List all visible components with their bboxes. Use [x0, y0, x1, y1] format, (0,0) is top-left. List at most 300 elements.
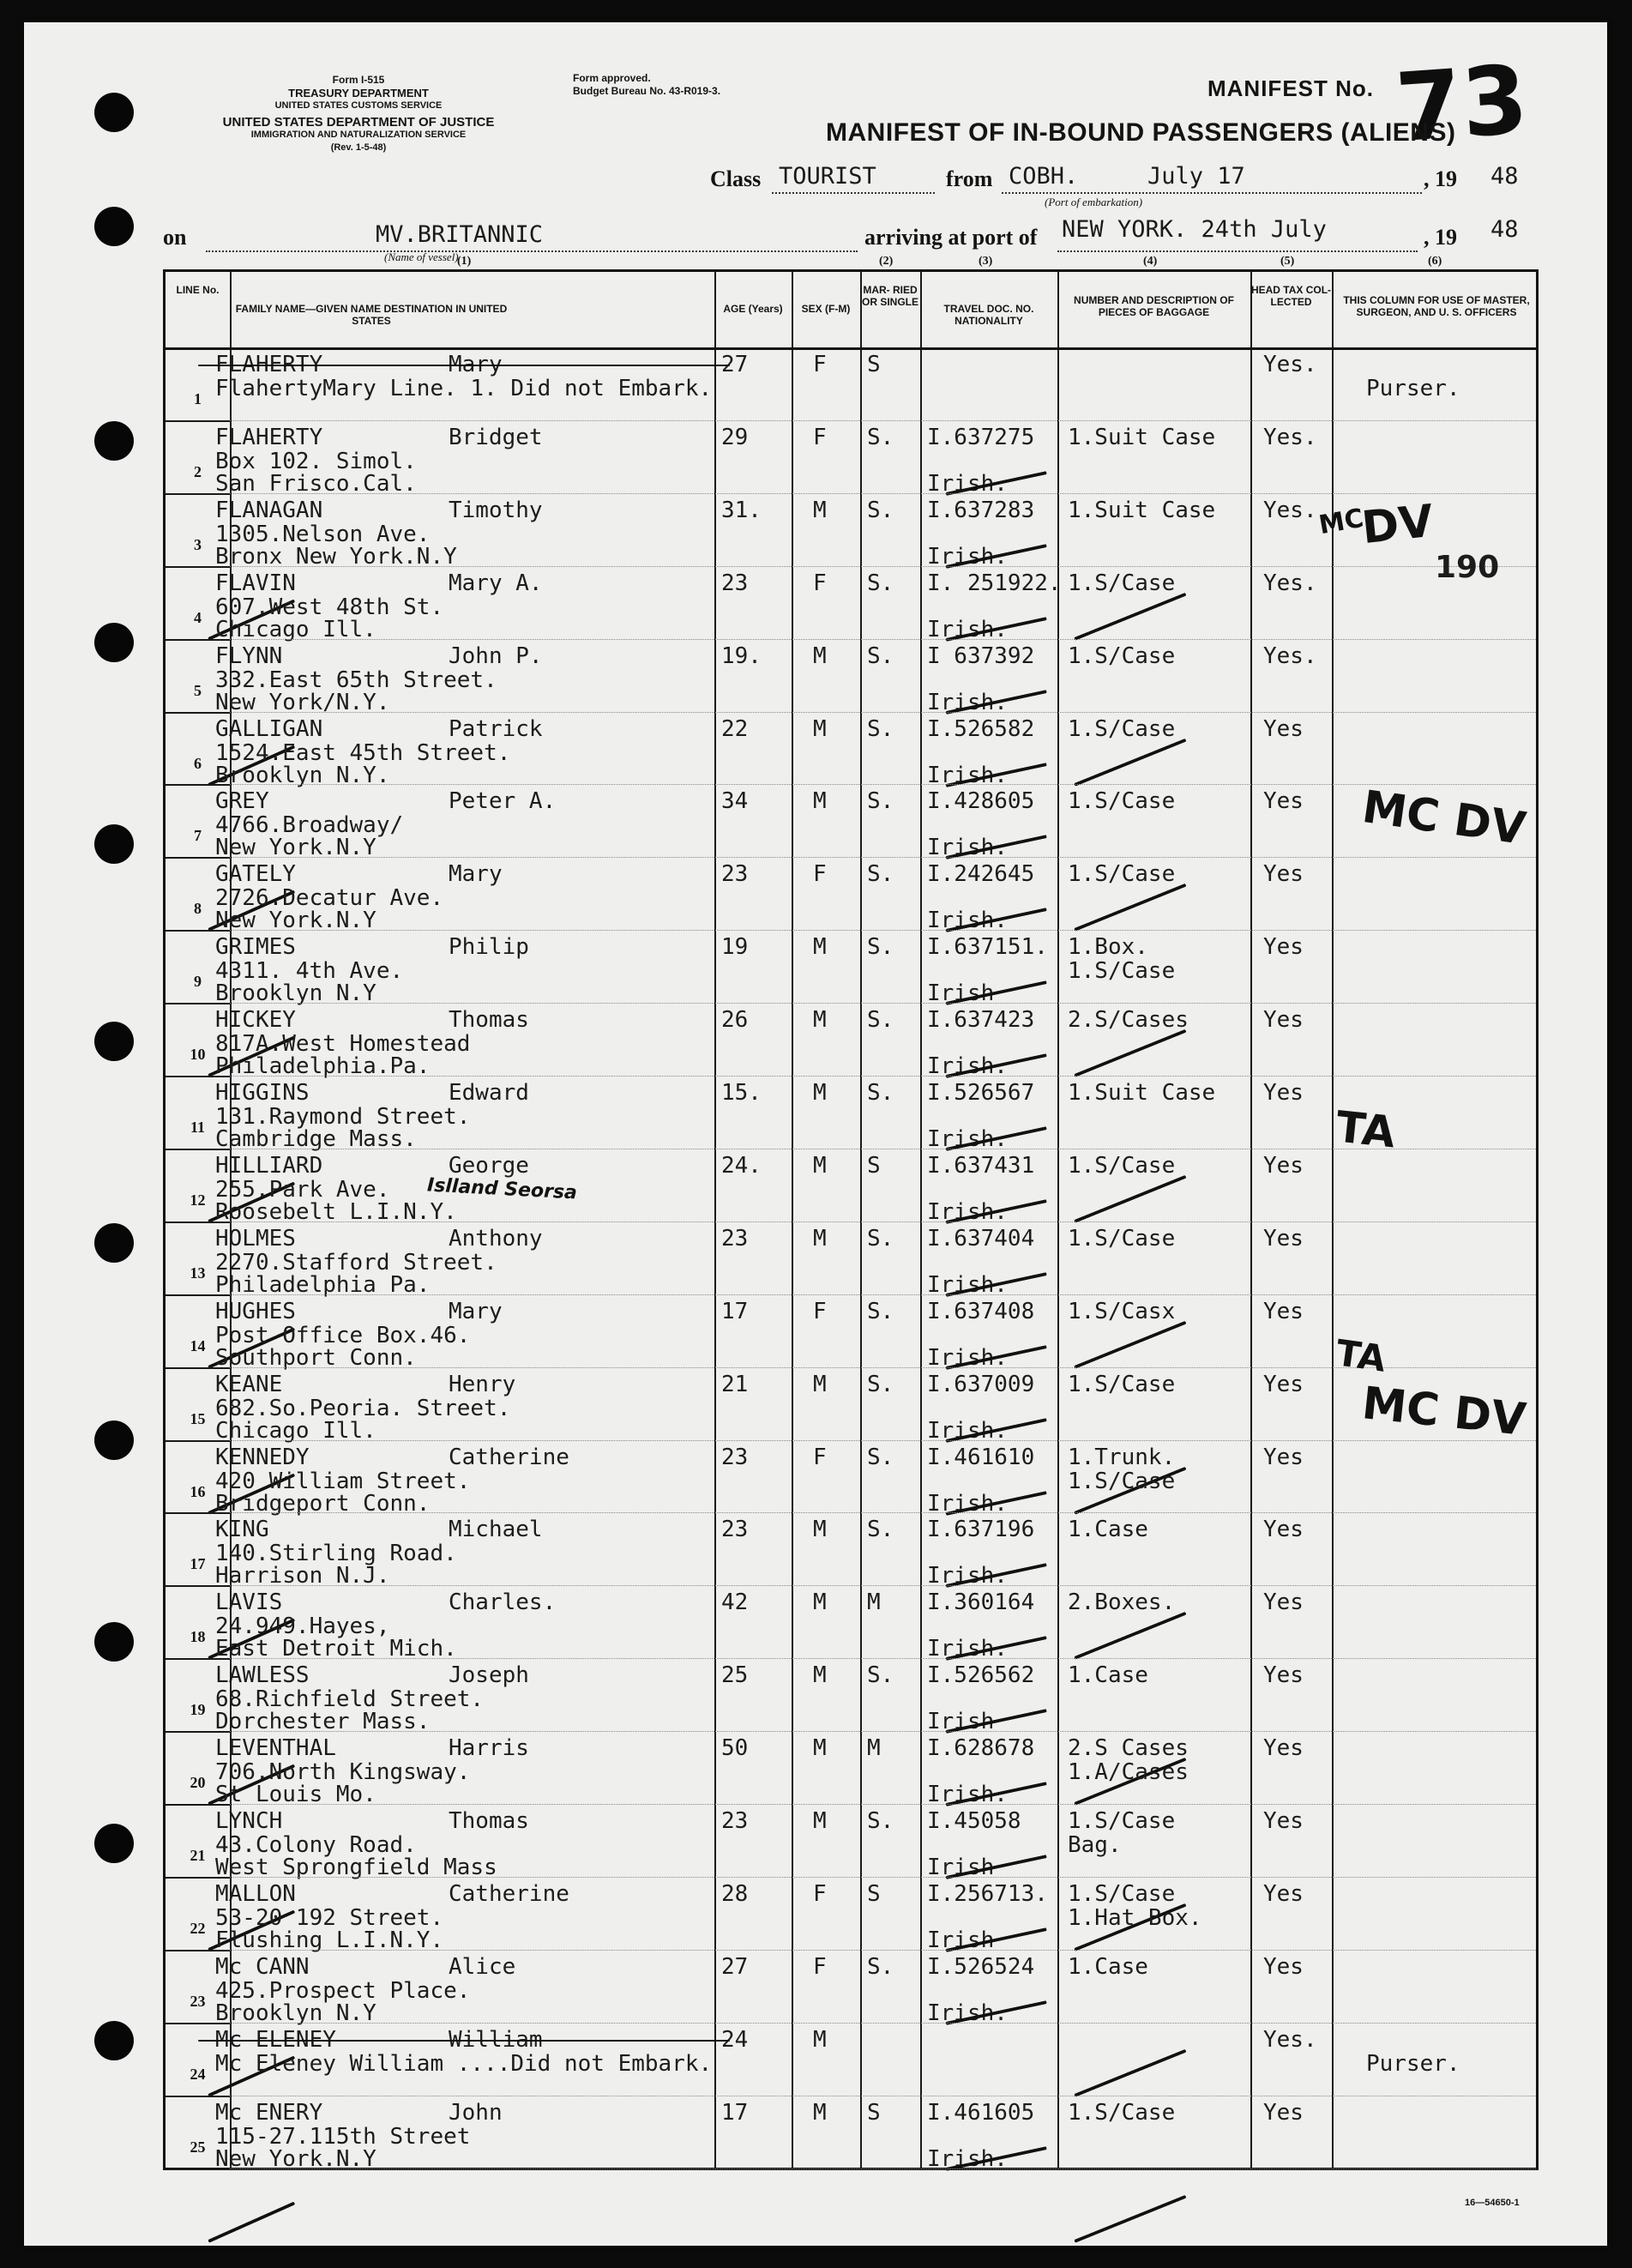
head-tax: Yes [1263, 1662, 1304, 1689]
family-name: HIGGINS [215, 1080, 310, 1106]
nationality: Irish. [927, 616, 1008, 642]
city-line: Philadelphia Pa. [215, 1271, 431, 1298]
travel-doc-number: I. 251922. [927, 570, 1062, 596]
age: 23 [721, 1808, 749, 1834]
travel-doc-number: I 637392 [927, 642, 1035, 669]
punch-hole [94, 207, 134, 246]
address-line: FlahertyMary Line. 1. Did not Embark. [215, 376, 713, 401]
head-tax: Yes [1263, 1953, 1304, 1980]
baggage: 2.S/Cases [1068, 1007, 1189, 1034]
head-tax: Yes [1263, 1808, 1304, 1834]
age: 25 [721, 1662, 749, 1689]
baggage-extra: 1.Hat Box. [1068, 1904, 1202, 1931]
family-name: FLYNN [215, 642, 283, 669]
head-tax: Yes [1263, 1225, 1304, 1252]
marital-status: S. [867, 861, 894, 888]
from-label: from [946, 166, 993, 191]
given-name: Bridget [449, 424, 543, 450]
family-name: FLAHERTY [215, 424, 323, 450]
nationality: Irish [927, 1855, 995, 1880]
family-name: HICKEY [215, 1007, 296, 1034]
city-line: Roosebelt L.I.N.Y. [215, 1198, 457, 1225]
line-number: 20 [190, 1774, 206, 1792]
travel-doc-number: I.461610 [927, 1444, 1035, 1470]
travel-doc-number: I.526524 [927, 1953, 1035, 1980]
nationality: Irish. [927, 1198, 1008, 1225]
family-name: HUGHES [215, 1298, 296, 1324]
line-number: 25 [190, 2138, 206, 2156]
head-tax: Yes [1263, 788, 1304, 815]
address-line: Post Office Box.46. [215, 1322, 471, 1348]
baggage: 1.S/Case [1068, 2099, 1176, 2126]
sex: M [813, 1007, 827, 1034]
line-number: 7 [194, 827, 202, 845]
age: 28 [721, 1880, 749, 1907]
address-line: 706.North Kingsway. [215, 1759, 471, 1786]
baggage: 1.Case [1068, 1953, 1148, 1980]
address-line: 2270.Stafford Street. [215, 1249, 497, 1276]
age: 50 [721, 1735, 749, 1762]
table-row [166, 1003, 1541, 1080]
table-row [166, 1585, 1541, 1662]
marital-status: S. [867, 1662, 894, 1689]
address-line: 332.East 65th Street. [215, 667, 497, 693]
given-name: Peter A. [449, 788, 557, 815]
given-name: Catherine [449, 1880, 569, 1907]
annotation-row7: MC DV [1358, 781, 1529, 856]
punch-hole [94, 1622, 134, 1662]
col-officers: THIS COLUMN FOR USE OF MASTER, SURGEON, AND U. S. OFFICERS [1343, 294, 1530, 318]
nationality: Irish. [927, 762, 1008, 788]
baggage: 1.Suit Case [1068, 497, 1216, 523]
col-name: FAMILY NAME—GIVEN NAME DESTINATION IN UNITED STATES [235, 303, 508, 327]
strike-through [198, 365, 730, 366]
baggage: 1.S/Case [1068, 642, 1176, 669]
vessel-note: (Name of vessel) [384, 250, 459, 263]
head-tax: Yes [1263, 1152, 1304, 1179]
sex: M [813, 934, 827, 961]
city-line: East Detroit Mich. [215, 1636, 457, 1662]
sex: M [813, 1589, 827, 1616]
baggage-extra: Bag. [1068, 1832, 1122, 1858]
nationality: Irish [927, 1709, 995, 1735]
travel-doc-number: I.637408 [927, 1298, 1035, 1324]
sex: F [813, 1298, 827, 1324]
head-tax: Yes. [1263, 424, 1317, 450]
age: 42 [721, 1589, 749, 1616]
sex: M [813, 1735, 827, 1762]
address-line: 68.Richfield Street. [215, 1686, 485, 1713]
sex: F [813, 570, 827, 596]
family-name: KENNEDY [215, 1444, 310, 1470]
address-line: 115-27.115th Street [215, 2123, 471, 2150]
marital-status: S. [867, 1298, 894, 1324]
line-number: 5 [194, 681, 202, 699]
sex: M [813, 1152, 827, 1179]
city-line: Philadelphia.Pa. [215, 1053, 431, 1080]
head-tax: Yes [1263, 715, 1304, 742]
family-name: FLANAGAN [215, 497, 323, 523]
family-name: Mc ENERY [215, 2099, 323, 2126]
officer-note: Purser. [1366, 2050, 1460, 2077]
city-line: West Sprongfield Mass [215, 1855, 497, 1880]
city-line: Dorchester Mass. [215, 1709, 431, 1735]
travel-doc-number: I.637009 [927, 1371, 1035, 1397]
marital-status: S. [867, 934, 894, 961]
marital-status: S. [867, 642, 894, 669]
given-name: Mary A. [449, 570, 543, 596]
age: 29 [721, 424, 749, 450]
age: 21 [721, 1371, 749, 1397]
city-line: Flushing L.I.N.Y. [215, 1927, 444, 1953]
given-name: Anthony [449, 1225, 543, 1252]
manifest-title: MANIFEST OF IN-BOUND PASSENGERS (ALIENS) [826, 118, 1456, 147]
marital-status: S [867, 1152, 881, 1179]
sex: M [813, 2026, 827, 2053]
table-row [166, 1877, 1541, 1953]
sex: M [813, 497, 827, 523]
line-number: 9 [194, 973, 202, 991]
manifest-sheet [24, 22, 1607, 2246]
baggage: 1.Suit Case [1068, 424, 1216, 450]
travel-doc-number: I.637404 [927, 1225, 1035, 1252]
sex: M [813, 2099, 827, 2126]
col-line-no: LINE No. [176, 284, 220, 296]
arrival-port: NEW YORK. 24th July [1062, 216, 1327, 243]
marital-status: M [867, 1735, 881, 1762]
table-row [166, 420, 1541, 497]
city-line: New York/N.Y. [215, 689, 390, 715]
address-line: 131.Raymond Street. [215, 1104, 471, 1130]
sex: F [813, 352, 827, 377]
given-name: Thomas [449, 1007, 529, 1034]
baggage: 1.S/Case [1068, 1225, 1176, 1252]
punch-hole [94, 1022, 134, 1061]
sex: F [813, 1880, 827, 1907]
budget-bureau: Budget Bureau No. 43-R019-3. [573, 85, 721, 97]
family-name: LAWLESS [215, 1662, 310, 1689]
line-number: 13 [190, 1264, 206, 1282]
family-name: LAVIS [215, 1589, 283, 1616]
form-approval [573, 72, 779, 98]
arrival-year: 48 [1490, 216, 1519, 243]
sex: M [813, 1371, 827, 1397]
col-num-1: (1) [457, 255, 472, 268]
sex: F [813, 1444, 827, 1470]
city-line: St Louis Mo. [215, 1782, 376, 1808]
address-line: 53-20 192 Street. [215, 1904, 444, 1931]
line-number: 6 [194, 754, 202, 772]
city-line: Cambridge Mass. [215, 1126, 417, 1152]
city-line: New York.N.Y [215, 908, 376, 934]
travel-doc-number: I.637423 [927, 1007, 1035, 1034]
col-travel-doc: TRAVEL DOC. NO. NATIONALITY [943, 303, 1034, 327]
address-line: 682.So.Peoria. Street. [215, 1395, 511, 1421]
sex: F [813, 424, 827, 450]
nationality: Irish. [927, 1053, 1008, 1080]
travel-doc-number: I.637196 [927, 1517, 1035, 1543]
address-line: 4766.Broadway/ [215, 812, 404, 839]
line-number: 18 [190, 1628, 206, 1646]
department-1-sub: UNITED STATES CUSTOMS SERVICE [274, 100, 443, 111]
age: 27 [721, 352, 749, 377]
table-row [166, 1221, 1541, 1298]
travel-doc-number: I.628678 [927, 1735, 1035, 1762]
city-line: New York.N.Y [215, 835, 376, 861]
sex: M [813, 1517, 827, 1543]
marital-status: S [867, 2099, 881, 2126]
family-name: HOLMES [215, 1225, 296, 1252]
col-num-2: (2) [879, 255, 894, 268]
line-number: 12 [190, 1191, 206, 1209]
head-tax: Yes [1263, 1517, 1304, 1543]
address-line: 2726.Decatur Ave. [215, 885, 444, 912]
officer-note: 190 [1435, 549, 1500, 585]
city-line: Bronx New York.N.Y [215, 543, 457, 570]
vessel-name: MV.BRITANNIC [376, 221, 544, 248]
col-married: MAR- RIED OR SINGLE [861, 284, 918, 308]
form-code: 16—54650-1 [1465, 2198, 1520, 2208]
nationality: Irish. [927, 1271, 1008, 1298]
address-line: 817A.West Homestead [215, 1031, 471, 1058]
city-line: San Frisco.Cal. [215, 470, 417, 497]
marital-status: S. [867, 1080, 894, 1106]
baggage: 1.S/Case [1068, 715, 1176, 742]
family-name: GATELY [215, 861, 296, 888]
nationality: Irish. [927, 1563, 1008, 1589]
city-line: Brooklyn N.Y. [215, 762, 390, 788]
marital-status: S. [867, 1953, 894, 1980]
city-line: Bridgeport Conn. [215, 1490, 431, 1517]
line-number: 1 [194, 390, 202, 407]
city-line: New York.N.Y [215, 2145, 376, 2172]
table-row [166, 857, 1541, 934]
baggage-extra: 1.S/Case [1068, 1468, 1176, 1494]
nationality: Irish. [927, 2000, 1008, 2026]
given-name: John P. [449, 642, 543, 669]
arriving-label: arriving at port of [864, 225, 1038, 250]
nationality: Irish. [927, 1490, 1008, 1517]
marital-status: S. [867, 1371, 894, 1397]
sex: F [813, 1953, 827, 1980]
baggage: 1.Case [1068, 1662, 1148, 1689]
line-number: 8 [194, 900, 202, 918]
given-name: Mary [449, 1298, 503, 1324]
from-date: July 17 [1147, 163, 1245, 190]
line-number: 3 [194, 535, 202, 553]
annotation-row12: Islland Seorsa [426, 1174, 578, 1204]
address-line: 24.949.Hayes, [215, 1614, 390, 1640]
class-value: TOURIST [779, 163, 876, 190]
age: 23 [721, 861, 749, 888]
baggage: 1.S/Case [1068, 861, 1176, 888]
nationality: Irish. [927, 1782, 1008, 1808]
line-number: 16 [190, 1482, 206, 1500]
family-name: FLAHERTY [215, 352, 323, 377]
revision-date: (Rev. 1-5-48) [330, 142, 387, 153]
table-row [166, 1658, 1541, 1735]
department-2: UNITED STATES DEPARTMENT OF JUSTICE [222, 115, 495, 130]
form-number: Form I-515 [332, 74, 385, 86]
baggage: 1.S/Case [1068, 1152, 1176, 1179]
line-number: 22 [190, 1919, 206, 1937]
punch-hole [94, 2021, 134, 2060]
nationality: Irish [927, 1927, 995, 1953]
baggage: 1.S/Case [1068, 1808, 1176, 1834]
head-tax: Yes [1263, 934, 1304, 961]
age: 17 [721, 1298, 749, 1324]
given-name: George [449, 1152, 529, 1179]
age: 34 [721, 788, 749, 815]
travel-doc-number: I.637275 [927, 424, 1035, 450]
age: 22 [721, 715, 749, 742]
family-name: GRIMES [215, 934, 296, 961]
table-row [166, 347, 1541, 419]
travel-doc-number: I.256713. [927, 1880, 1048, 1907]
line-number: 21 [190, 1847, 206, 1864]
address-line: 1305.Nelson Ave. [215, 521, 431, 547]
address-line: 1524.East 45th Street. [215, 739, 511, 766]
baggage-extra: 1.A/Cases [1068, 1759, 1189, 1786]
family-name: FLAVIN [215, 570, 296, 596]
marital-status: S. [867, 788, 894, 815]
family-name: Mc ELENEY [215, 2026, 336, 2053]
table-row [166, 1512, 1541, 1589]
col-sex: SEX (F-M) [801, 303, 851, 315]
head-tax: Yes [1263, 1589, 1304, 1616]
family-name: KEANE [215, 1371, 283, 1397]
table-row [166, 1440, 1541, 1517]
line-number: 4 [194, 608, 202, 626]
table-row [166, 1731, 1541, 1808]
address-line: 140.Stirling Road. [215, 1541, 457, 1567]
table-row [166, 1149, 1541, 1225]
travel-doc-number: I.526562 [927, 1662, 1035, 1689]
line-number: 10 [190, 1046, 206, 1064]
address-line: 420 William Street. [215, 1468, 471, 1494]
address-line: 425.Prospect Place. [215, 1977, 471, 2004]
sex: M [813, 715, 827, 742]
annotation-row3-dv: DV [1359, 495, 1436, 555]
marital-status: S. [867, 497, 894, 523]
nationality: Irish. [927, 470, 1008, 497]
given-name: Joseph [449, 1662, 529, 1689]
nationality: Irish. [927, 1344, 1008, 1371]
age: 23 [721, 1517, 749, 1543]
age: 24 [721, 2026, 749, 2053]
given-name: Alice [449, 1953, 516, 1980]
marital-status: S [867, 1880, 881, 1907]
baggage: 1.S/Case [1068, 1371, 1176, 1397]
address-line: 4311. 4th Ave. [215, 958, 404, 985]
head-tax: Yes. [1263, 642, 1317, 669]
department-2-sub: IMMIGRATION AND NATURALIZATION SERVICE [250, 130, 467, 140]
family-name: HILLIARD [215, 1152, 323, 1179]
given-name: Mary [449, 861, 503, 888]
col-head-tax: HEAD TAX COL- LECTED [1250, 284, 1332, 308]
head-tax: Yes [1263, 1880, 1304, 1907]
given-name: Charles. [449, 1589, 557, 1616]
sex: M [813, 1662, 827, 1689]
baggage: 1.S/Case [1068, 1880, 1176, 1907]
nationality: Irish. [927, 1126, 1008, 1152]
baggage: 2.S Cases [1068, 1735, 1189, 1762]
given-name: Michael [449, 1517, 543, 1543]
head-tax: Yes [1263, 2099, 1304, 2126]
head-tax: Yes [1263, 1371, 1304, 1397]
travel-doc-number: I.526582 [927, 715, 1035, 742]
given-name: John [449, 2099, 503, 2126]
marital-status: S. [867, 715, 894, 742]
age: 31. [721, 497, 762, 523]
annotation-row15: MC DV [1359, 1378, 1529, 1446]
punch-hole [94, 421, 134, 461]
arrival-year-prefix: , 19 [1424, 225, 1457, 250]
city-line: Southport Conn. [215, 1344, 417, 1371]
family-name: MALLON [215, 1880, 296, 1907]
check-mark [1074, 2194, 1186, 2242]
age: 17 [721, 2099, 749, 2126]
nationality: Irish. [927, 689, 1008, 715]
travel-doc-number: I.526567 [927, 1080, 1035, 1106]
given-name: Patrick [449, 715, 543, 742]
marital-status: S. [867, 570, 894, 596]
travel-doc-number: I.637431 [927, 1152, 1035, 1179]
head-tax: Yes [1263, 1735, 1304, 1762]
travel-doc-number: I.637151. [927, 934, 1048, 961]
line-number: 19 [190, 1701, 206, 1719]
baggage: 1.Suit Case [1068, 1080, 1216, 1106]
strike-through [198, 2040, 730, 2042]
punch-hole [94, 1421, 134, 1460]
department-1: TREASURY DEPARTMENT [288, 87, 429, 100]
baggage: 1.Box. [1068, 934, 1148, 961]
col-age: AGE (Years) [723, 303, 783, 315]
line-number: 17 [190, 1555, 206, 1573]
marital-status: S [867, 352, 881, 377]
travel-doc-number: I.242645 [927, 861, 1035, 888]
form-header [118, 74, 599, 154]
baggage-extra: 1.S/Case [1068, 958, 1176, 985]
given-name: Timothy [449, 497, 543, 523]
marital-status: S. [867, 424, 894, 450]
head-tax: Yes [1263, 1298, 1304, 1324]
travel-doc-number: I.428605 [927, 788, 1035, 815]
city-line: Chicago Ill. [215, 616, 376, 642]
family-name: GREY [215, 788, 269, 815]
age: 26 [721, 1007, 749, 1034]
given-name: Thomas [449, 1808, 529, 1834]
table-row [166, 1367, 1541, 1444]
baggage: 1.S/Case [1068, 570, 1176, 596]
marital-status: S. [867, 1808, 894, 1834]
baggage: 1.Trunk. [1068, 1444, 1176, 1470]
sex: M [813, 1225, 827, 1252]
age: 24. [721, 1152, 762, 1179]
annotation-row11: TA [1334, 1101, 1398, 1158]
address-line: Box 102. Simol. [215, 448, 417, 474]
nationality: Irish. [927, 908, 1008, 934]
punch-hole [94, 1824, 134, 1863]
col-num-5: (5) [1280, 255, 1295, 268]
given-name: Edward [449, 1080, 529, 1106]
city-line: Brooklyn N.Y [215, 980, 376, 1007]
marital-status: S. [867, 1444, 894, 1470]
age: 27 [721, 1953, 749, 1980]
address-line: Mc Eleney William ....Did not Embark. [215, 2050, 713, 2077]
baggage: 1.S/Case [1068, 788, 1176, 815]
given-name: William [449, 2026, 543, 2053]
